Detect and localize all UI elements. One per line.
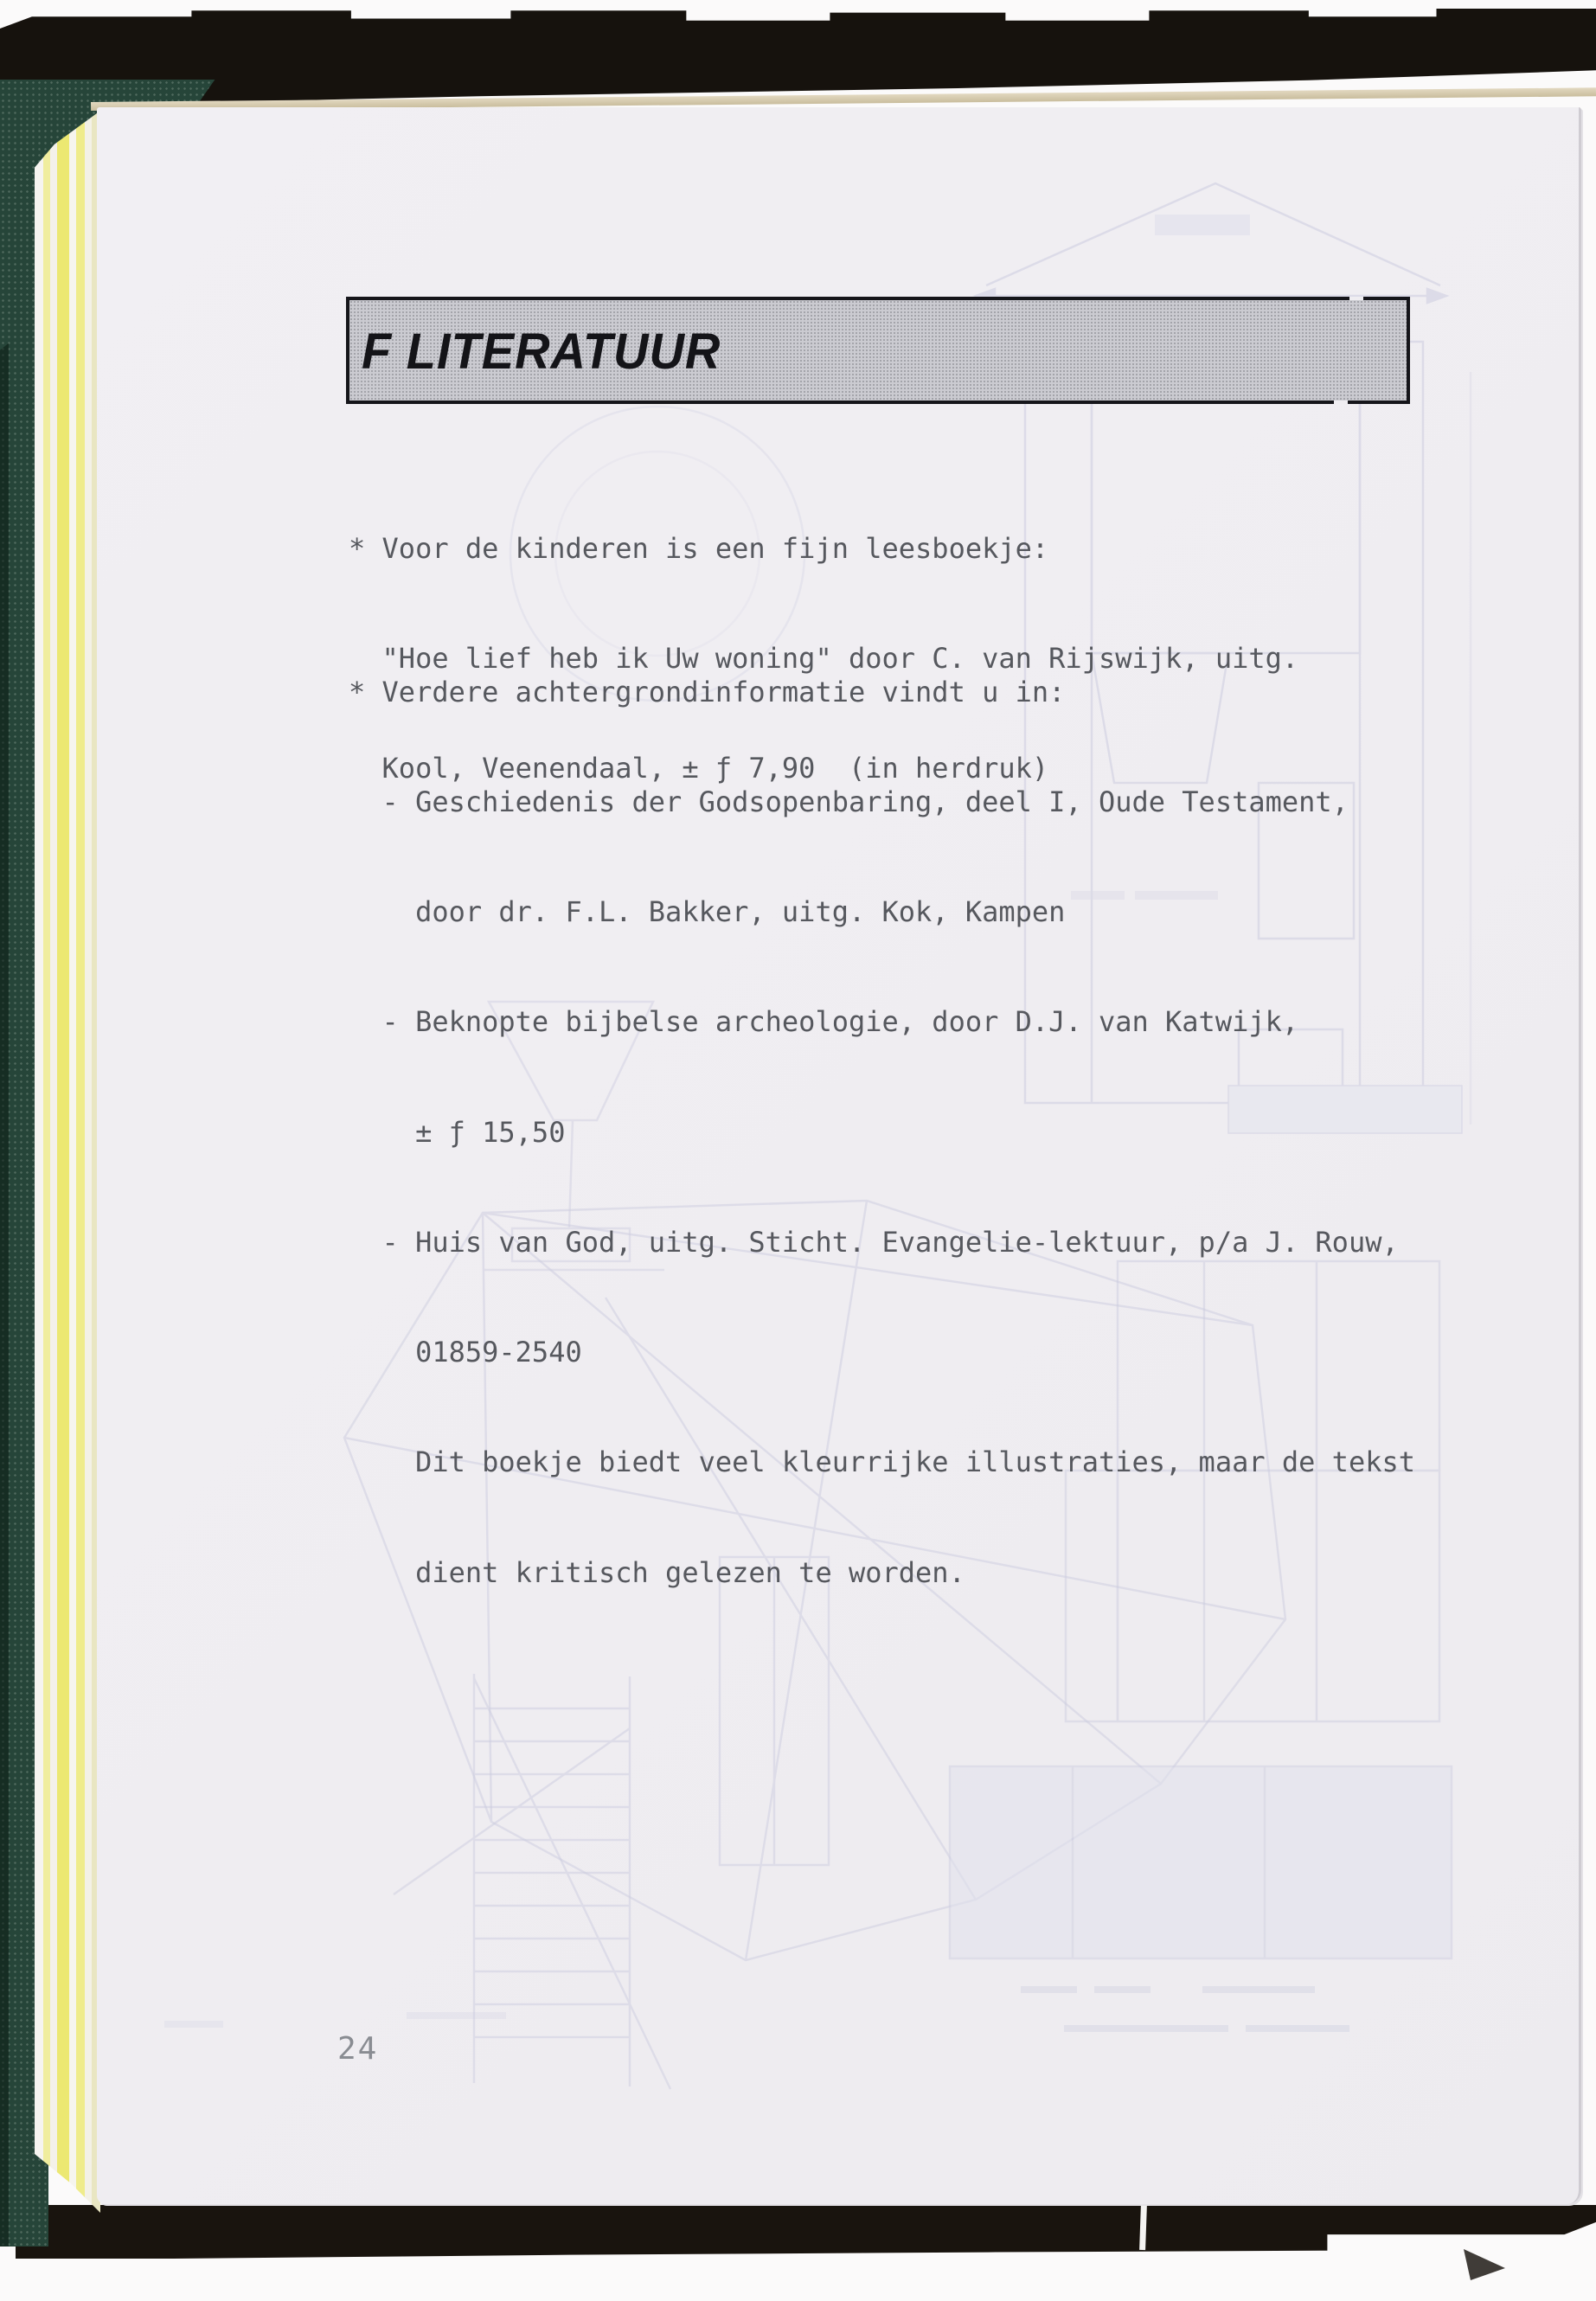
body-line: Dit boekje biedt veel kleurrijke illustraties, maar de tekst <box>349 1445 1415 1479</box>
body-line: "Hoe lief heb ik Uw woning" door C. van Rijswijk, uitg. <box>349 642 1299 676</box>
photo-speck-arrow <box>1464 2249 1505 2280</box>
body-line: * Voor de kinderen is een fijn leesboekje: <box>349 531 1049 565</box>
section-heading: F LITERATUUR <box>362 322 721 379</box>
section-header-box <box>346 297 1410 404</box>
body-line: door dr. F.L. Bakker, uitg. Kok, Kampen <box>349 895 1066 929</box>
border-notch <box>1334 401 1348 404</box>
body-line: dient kritisch gelezen te worden. <box>349 1555 965 1589</box>
body-line: - Beknopte bijbelse archeologie, door D.J. van Katwijk, <box>349 1005 1299 1039</box>
body-line: - Geschiedenis der Godsopenbaring, deel I, Oude Testament, <box>349 785 1349 819</box>
paragraph-2 <box>349 600 1415 1627</box>
body-line: - Huis van God, uitg. Sticht. Evangelie-lektuur, p/a J. Rouw, <box>349 1225 1399 1259</box>
body-line: Kool, Veenendaal, ± ƒ 7,90 (in herdruk) <box>349 752 1049 785</box>
page-number: 24 <box>337 2031 379 2067</box>
body-line: 01859-2540 <box>349 1336 582 1369</box>
photo-background-bottom <box>16 2205 1596 2259</box>
body-line: * Verdere achtergrondinformatie vindt u in: <box>349 675 1066 708</box>
page-edge-stripes <box>35 111 100 2213</box>
body-line: ± ƒ 15,50 <box>349 1115 566 1149</box>
border-notch <box>1349 297 1363 300</box>
